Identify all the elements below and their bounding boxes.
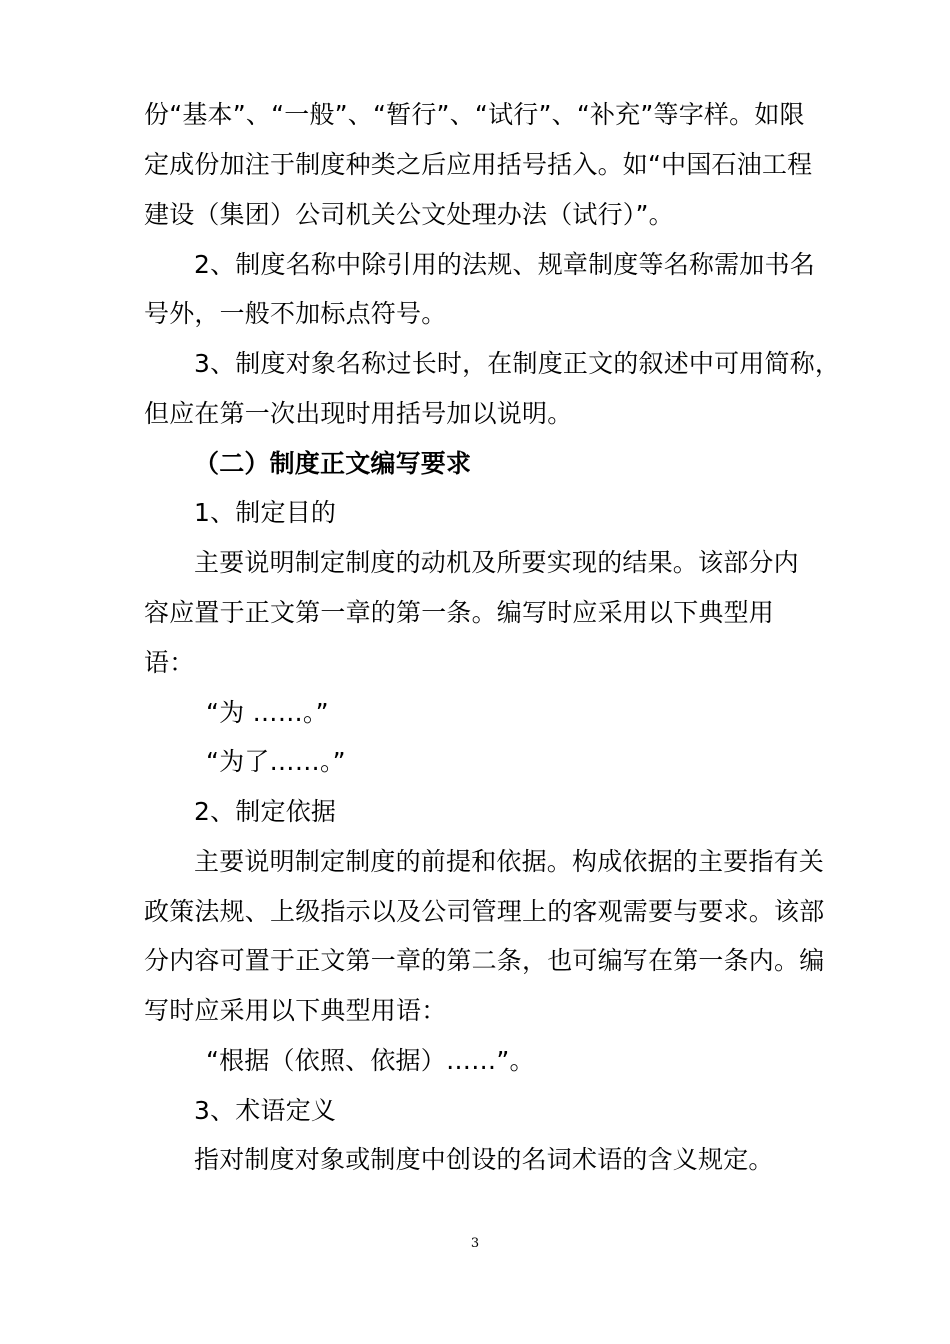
body-text-line: 指对制度对象或制度中创设的名词术语的含义规定。 <box>194 1145 774 1174</box>
subsection-heading: 1、制定目的 <box>194 498 337 527</box>
body-text-line: 分内容可置于正文第一章的第二条，也可编写在第一条内。编 <box>144 946 825 975</box>
body-text-line: 写时应采用以下典型用语： <box>144 996 447 1025</box>
subsection-heading: 3、术语定义 <box>194 1096 337 1125</box>
page-number: 3 <box>470 1236 480 1251</box>
body-text-line: 容应置于正文第一章的第一条。编写时应采用以下典型用 <box>144 598 775 627</box>
body-text-line: 主要说明制定制度的前提和依据。构成依据的主要指有关 <box>194 847 825 876</box>
body-text-line: 3、制度对象名称过长时，在制度正文的叙述中可用简称， <box>194 349 841 378</box>
body-text-line: 政策法规、上级指示以及公司管理上的客观需要与要求。该部 <box>144 897 825 926</box>
body-text-line: 号外，一般不加标点符号。 <box>144 299 447 328</box>
body-text-line: 主要说明制定制度的动机及所要实现的结果。该部分内 <box>194 548 799 577</box>
body-text-line: 建设（集团）公司机关公文处理办法（试行）”。 <box>144 200 674 229</box>
body-text-line: 但应在第一次出现时用括号加以说明。 <box>144 399 573 428</box>
body-text-line: 份“基本”、“一般”、“暂行”、“试行”、“补充”等字样。如限 <box>144 100 805 129</box>
quoted-phrase: “根据（依照、依据）……”。 <box>206 1046 535 1075</box>
body-text-line: 定成份加注于制度种类之后应用括号括入。如“中国石油工程 <box>144 150 813 179</box>
quoted-phrase: “为了……。” <box>206 747 346 776</box>
body-text-line: 语： <box>144 648 195 677</box>
subsection-heading: 2、制定依据 <box>194 797 337 826</box>
quoted-phrase: “为 ……。” <box>206 698 329 727</box>
section-heading: （二）制度正文编写要求 <box>194 449 472 478</box>
body-text-line: 2、制度名称中除引用的法规、规章制度等名称需加书名 <box>194 250 815 279</box>
